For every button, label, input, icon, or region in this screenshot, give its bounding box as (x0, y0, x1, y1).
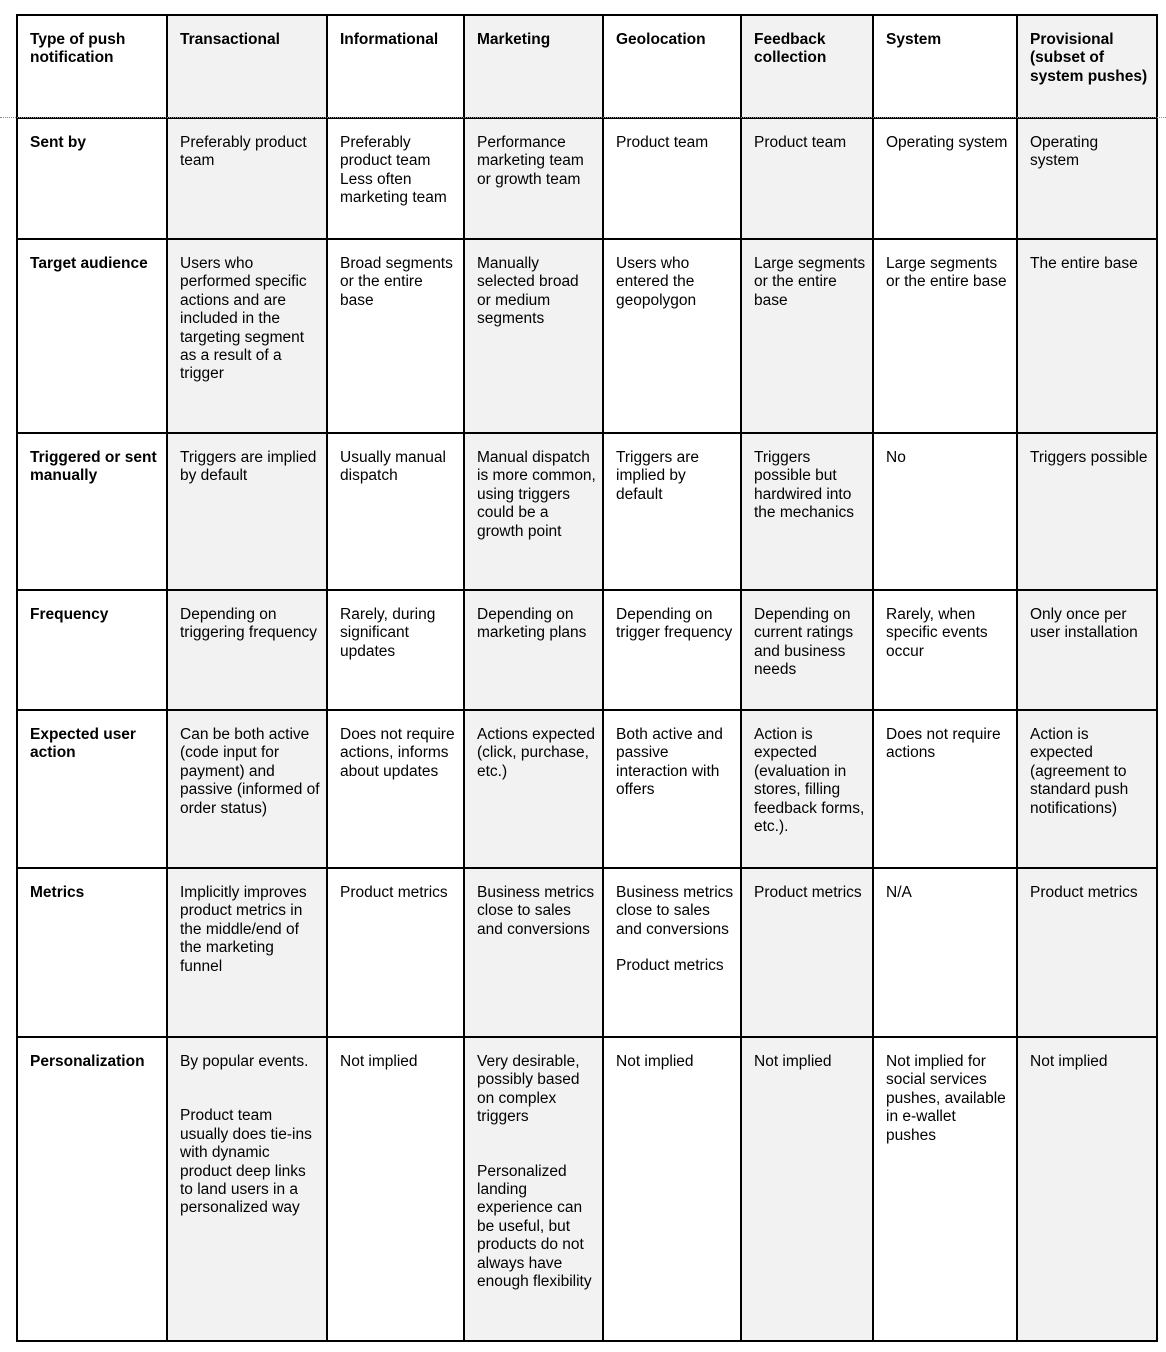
table-cell: Not implied (603, 1037, 741, 1341)
row-label-frequency: Frequency (17, 590, 167, 710)
table-cell: Depending on triggering frequency (167, 590, 327, 710)
row-label-personalization: Personalization (17, 1037, 167, 1341)
table-row (17, 239, 1157, 433)
table-cell: N/A (873, 868, 1017, 1037)
table-row (17, 1037, 1157, 1341)
table-cell: Preferably product team (167, 118, 327, 239)
header-cell-marketing: Marketing (464, 15, 603, 118)
table-cell: Operating system (873, 118, 1017, 239)
table-cell: Only once per user installation (1017, 590, 1157, 710)
page-break-line (0, 117, 1166, 118)
table-row (17, 118, 1157, 239)
table-cell: Actions expected (click, purchase, etc.) (464, 710, 603, 868)
table-cell: Does not require actions, informs about updates (327, 710, 464, 868)
table-cell: Both active and passive interaction with offers (603, 710, 741, 868)
table-cell: Product team (741, 118, 873, 239)
table-cell: Not implied (1017, 1037, 1157, 1341)
header-cell-informational: Informational (327, 15, 464, 118)
table-cell: The entire base (1017, 239, 1157, 433)
header-row (17, 15, 1157, 118)
table-cell: Broad segments or the entire base (327, 239, 464, 433)
header-cell-transactional: Transactional (167, 15, 327, 118)
table-cell (464, 1037, 603, 1341)
table-cell: Business metrics close to sales and conversions (464, 868, 603, 1037)
table-row (17, 590, 1157, 710)
table-cell: Product team (603, 118, 741, 239)
header-cell-type: Type of push notification (17, 15, 167, 118)
cell-paragraph: Business metrics close to sales and conversions (616, 884, 734, 938)
table-cell: No (873, 433, 1017, 590)
table-row (17, 710, 1157, 868)
table-cell: Product metrics (1017, 868, 1157, 1037)
header-cell-feedback: Feedback collection (741, 15, 873, 118)
cell-paragraph: Personalized landing experience can be useful, but products do not always have enough flexibility (477, 1162, 592, 1291)
push-notification-table (16, 14, 1158, 1342)
table-cell: Users who performed specific actions and are included in the targeting segment as a result of a trigger (167, 239, 327, 433)
table-cell: Usually manual dispatch (327, 433, 464, 590)
table-cell: Not implied (327, 1037, 464, 1341)
header-cell-geolocation: Geolocation (603, 15, 741, 118)
table-cell: Triggers are implied by default (603, 433, 741, 590)
table-row (17, 868, 1157, 1037)
row-label-metrics: Metrics (17, 868, 167, 1037)
header-cell-system: System (873, 15, 1017, 118)
table-cell: Action is expected (evaluation in stores, filling feedback forms, etc.). (741, 710, 873, 868)
table-cell: Users who entered the geopolygon (603, 239, 741, 433)
cell-paragraph: Product metrics (616, 957, 724, 975)
table-cell: Manually selected broad or medium segments (464, 239, 603, 433)
table-cell: Operating system (1017, 118, 1157, 239)
table-cell: Can be both active (code input for payment) and passive (informed of order status) (167, 710, 327, 868)
table-cell (167, 1037, 327, 1341)
cell-paragraph: Very desirable, possibly based on complex triggers (477, 1053, 580, 1126)
table-cell: Triggers are implied by default (167, 433, 327, 590)
table-cell: Depending on marketing plans (464, 590, 603, 710)
table-cell: Large segments or the entire base (873, 239, 1017, 433)
table-cell: Triggers possible but hardwired into the mechanics (741, 433, 873, 590)
table-cell: Triggers possible (1017, 433, 1157, 590)
table-cell: Preferably product team Less often marketing team (327, 118, 464, 239)
table-cell: Implicitly improves product metrics in the middle/end of the marketing funnel (167, 868, 327, 1037)
table-cell: Does not require actions (873, 710, 1017, 868)
table-cell: Manual dispatch is more common, using triggers could be a growth point (464, 433, 603, 590)
table-cell: Product metrics (327, 868, 464, 1037)
table-cell: Rarely, during significant updates (327, 590, 464, 710)
table-cell: Depending on trigger frequency (603, 590, 741, 710)
row-label-sent-by: Sent by (17, 118, 167, 239)
table-cell: Performance marketing team or growth team (464, 118, 603, 239)
table-cell: Action is expected (agreement to standard push notifications) (1017, 710, 1157, 868)
row-label-target-audience: Target audience (17, 239, 167, 433)
row-label-expected-action: Expected user action (17, 710, 167, 868)
cell-paragraph: Product team usually does tie-ins with dynamic product deep links to land users in a personalized way (180, 1107, 312, 1217)
table-cell: Not implied (741, 1037, 873, 1341)
table-cell: Product metrics (741, 868, 873, 1037)
cell-paragraph: By popular events. (180, 1053, 309, 1070)
table-cell: Rarely, when specific events occur (873, 590, 1017, 710)
table-cell (603, 868, 741, 1037)
table-cell: Depending on current ratings and business needs (741, 590, 873, 710)
table-row (17, 433, 1157, 590)
table-cell: Not implied for social services pushes, available in e-wallet pushes (873, 1037, 1017, 1341)
row-label-triggered: Triggered or sent manually (17, 433, 167, 590)
table-cell: Large segments or the entire base (741, 239, 873, 433)
header-cell-provisional: Provisional (subset of system pushes) (1017, 15, 1157, 118)
